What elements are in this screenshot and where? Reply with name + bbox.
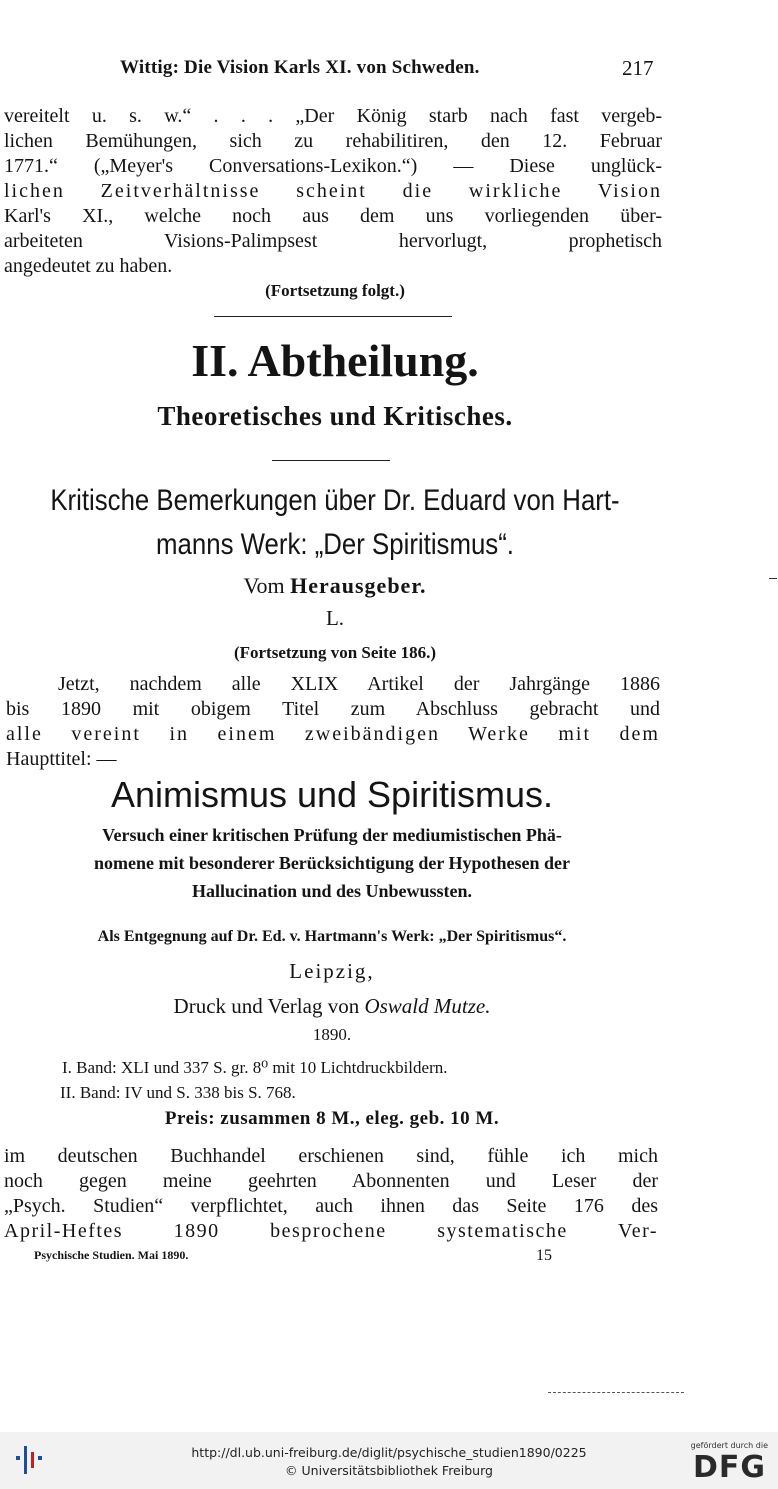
- dfg-logo: DFG: [692, 1450, 766, 1485]
- continuation-note: (Fortsetzung von Seite 186.): [233, 643, 437, 662]
- publisher: [0, 996, 664, 1017]
- text-line: arbeiteten Visions-Palimpsest hervorlugt, prophetisch: [4, 230, 662, 252]
- viewer-footer: [0, 1432, 778, 1489]
- book-title: Animismus und Spiritismus.: [110, 774, 554, 815]
- publisher-prefix: Druck und Verlag von: [173, 994, 360, 1018]
- text-line: Haupttitel: —: [6, 748, 117, 770]
- volume-info: I. Band: XLI und 337 S. gr. 8⁰ mit 10 Lichtdruckbildern.: [62, 1058, 448, 1077]
- book-subtitle: nomene mit besonderer Berücksichtigung der Hypothesen der: [94, 853, 570, 873]
- text-line: vereitelt u. s. w.“ . . . „Der König starb nach fast vergeb-: [4, 105, 662, 127]
- section-subtitle: Theoretisches und Kritisches.: [157, 401, 513, 431]
- continued-note: (Fortsetzung folgt.): [265, 281, 405, 300]
- article-title: manns Werk: „Der Spiritismus“.: [156, 528, 514, 561]
- signature-mark: 15: [536, 1247, 552, 1264]
- text-line: lichen Zeitverhältnisse scheint die wirkliche Vision: [4, 180, 662, 202]
- copyright-notice: © Universitätsbibliothek Freiburg: [285, 1463, 493, 1478]
- part-number: L.: [325, 606, 345, 630]
- byline: [0, 575, 670, 597]
- page-number: 217: [622, 56, 654, 80]
- text-line: „Psych. Studien“ verpflichtet, auch ihnen das Seite 176 des: [4, 1195, 658, 1217]
- library-logo-icon: [14, 1442, 44, 1478]
- text-line: Jetzt, nachdem alle XLIX Artikel der Jahrgänge 1886: [58, 673, 660, 695]
- volume-info: II. Band: IV und S. 338 bis S. 768.: [60, 1083, 296, 1102]
- text-line: alle vereint in einem zweibändigen Werke mit dem: [6, 723, 660, 745]
- permalink-url[interactable]: http://dl.ub.uni-freiburg.de/diglit/psychische_studien1890/0225: [191, 1445, 587, 1460]
- article-title: Kritische Bemerkungen über Dr. Eduard von Hart-: [50, 484, 620, 517]
- byline-author: Herausgeber.: [290, 573, 427, 598]
- text-line: bis 1890 mit obigem Titel zum Abschluss gebracht und: [6, 698, 660, 720]
- text-line: lichen Bemühungen, sich zu rehabilitiren, den 12. Februar: [4, 130, 662, 152]
- byline-prefix: Vom: [243, 573, 285, 598]
- text-line: April-Heftes 1890 besprochene systematische Ver-: [4, 1220, 658, 1242]
- divider: [272, 460, 390, 461]
- text-line: 1771.“ („Meyer's Conversations-Lexikon.“) — Diese unglück-: [4, 155, 662, 177]
- funder-note: gefördert durch die: [690, 1441, 768, 1450]
- divider: [214, 316, 452, 317]
- margin-mark: [769, 578, 777, 579]
- reply-line: Als Entgegnung auf Dr. Ed. v. Hartmann's Werk: „Der Spiritismus“.: [97, 928, 567, 945]
- publisher-city: Leipzig,: [289, 959, 375, 983]
- journal-footer: Psychische Studien. Mai 1890.: [34, 1248, 189, 1262]
- book-subtitle: Hallucination und des Unbewussten.: [191, 881, 473, 901]
- text-line: angedeutet zu haben.: [4, 255, 173, 277]
- price: Preis: zusammen 8 M., eleg. geb. 10 M.: [164, 1108, 500, 1129]
- running-title: Wittig: Die Vision Karls XI. von Schweden.: [120, 57, 480, 78]
- section-title: II. Abtheilung.: [191, 335, 479, 386]
- book-subtitle: Versuch einer kritischen Prüfung der mediumistischen Phä-: [102, 825, 562, 845]
- publication-year: 1890.: [312, 1025, 352, 1044]
- margin-mark: [548, 1392, 684, 1393]
- text-line: Karl's XI., welche noch aus dem uns vorliegenden über-: [4, 205, 662, 227]
- text-line: im deutschen Buchhandel erschienen sind, fühle ich mich: [4, 1145, 658, 1167]
- publisher-name: Oswald Mutze.: [364, 994, 491, 1018]
- text-line: noch gegen meine geehrten Abonnenten und Leser der: [4, 1170, 658, 1192]
